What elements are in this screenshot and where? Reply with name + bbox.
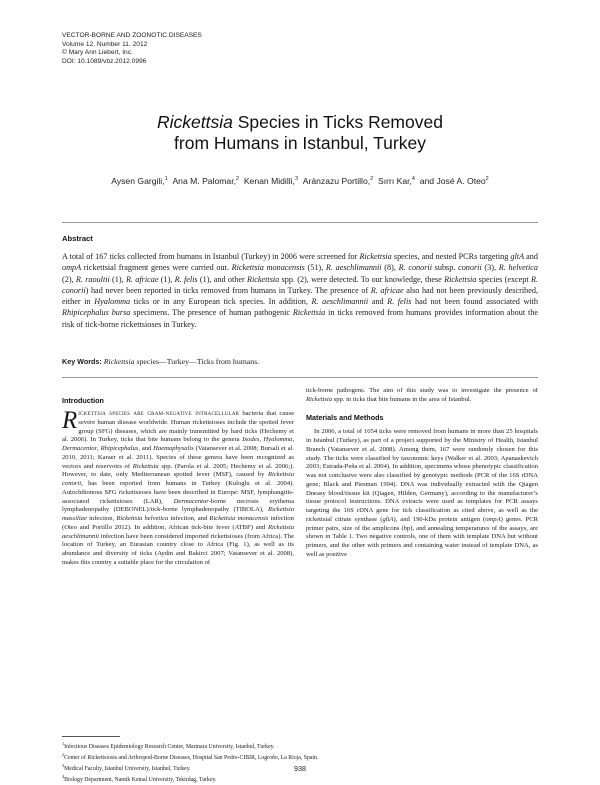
abstract-bottom-rule [62,377,538,378]
right-column [306,387,538,560]
page-number: 938 [294,764,306,773]
intro-smallcaps: ickettsia species are gram-negative intracellular [78,410,240,417]
italic-term: Dermacentor [62,445,98,452]
introduction-body [62,407,295,568]
text-run: infection, and [168,515,210,522]
author-name: Aysen Gargili, [111,176,165,186]
italic-term: gltA [510,252,525,261]
italic-term: Rickettsia monacensis [209,515,269,522]
footnote-text: Center of Rickettsiosis and Arthropod-Borne Diseases, Hospital San Pedro-CIBIR, Logroño, La Rioja, Spain. [64,755,319,762]
author-affiliation-mark: 1 [164,176,168,183]
abstract-top-rule [62,222,538,223]
text-run: , [97,445,101,452]
footnote [62,773,318,784]
italic-term: Rickettsia [246,274,280,284]
text-run: -borne necrosis erythema lymphadenopathy (DEBONEL)/tick-borne lymphadenopathy (TIBOLA), [62,497,294,514]
italic-term: Ixodes [242,436,260,444]
text-run: tick-borne pathogens. The aim of this study was to investigate the presence of [306,387,538,394]
text-run: species, and nested PCRs targeting [391,252,511,261]
italic-term: Rickettsia [444,274,477,284]
italic-term: R. aeschlimannii [325,263,382,273]
text-run: specimens. The presence of human pathogenic [130,308,293,318]
italic-term: R. africae [125,274,159,284]
italic-term: conorii [458,263,482,273]
text-run: (51), [304,263,326,273]
drop-cap: R [62,407,78,434]
text-run: also had not been previously described, either in [62,285,538,307]
title-line-1: Species in Ticks Removed [232,112,443,132]
journal-header [62,32,202,66]
footnote-text: Biology Department, Namik Kemal University, Tekirdag, Turkey. [64,777,217,784]
italic-term: R. conorii [62,274,539,295]
keywords [62,357,259,366]
footnote [62,751,318,762]
footnote-rule [62,736,120,737]
italic-term: Rhipicephalus bursa [62,308,131,318]
author-affiliation-mark: 2 [370,176,374,183]
text-run: species (except [476,274,531,284]
text-run: In 2006, a total of 1054 ticks were removed from humans in more than 25 hospitals in Istanbul (Turkey), as part of a project supported by the Ministry of Health, Istanbul Branch (Vatansever et al. 2008). Among them, 167 were randomly chosen for this study. The ticks were classified by taxonomic keys (Walker et al. 2003; Apanaskevich 2003; Estrada-Peña et al. 2004). In addition, specimens whose phenotypic classification was not conclusive were also classified by genotypic methods (PCR of the 16S rDNA gene; Black and Piesman 1994). DNA was individually extracted with the Qiagen Dneasy blood/tissue kit (Qiagen, Hilden, Germany), according to the manufacturer’s tissue protocol instructions. DNA extracts were used as templates for PCR assays targeting the 16S rDNA gene for tick classification as cited above, as well as the rickettsial citrate synthase ( [306,428,538,523]
author-name: Aránzazu Portillo, [302,176,371,186]
italic-term: gltA [382,515,394,523]
footnote-number: 2 [62,752,65,758]
journal-copyright: © Mary Ann Liebert, Inc. [62,49,133,57]
italic-term: Rhipicephalus [100,445,139,452]
text-run: ) had never been reported in ticks removed from humans in Turkey. The presence of [85,285,371,295]
methods-heading: Materials and Methods [306,412,384,422]
journal-name: VECTOR-BORNE AND ZOONOTIC DISEASES [62,32,202,39]
italic-term: Haemaphysalis [153,445,194,452]
text-run: infection, [86,515,117,522]
title-line-2: from Humans in Istanbul, Turkey [174,132,426,153]
author-affiliation-mark: 2 [235,176,240,183]
italic-term: R. helvetica [498,263,539,273]
introduction-heading: Introduction [62,396,104,405]
text-run: A total of 167 ticks collected from humans in Istanbul (Turkey) in 2006 were screened for [62,252,360,261]
italic-term: R. felis [174,274,198,284]
italic-term: Rickettsia massiliae [62,506,294,522]
text-run: infection have been considered imported rickettsioses (from Africa). The location of Turkey, an Eurasian country close to Africa (Fig. 1), as well as its abundance and diversity of ticks (Aydin and Bakirci 2007; Vatansever et al. 2008), makes this country a suitable place for the circulation of [62,532,294,566]
footnote-number: 1 [62,741,65,746]
footnote [62,740,318,751]
text-run: subsp. [431,263,459,273]
text-run: had not been found associated with [411,297,539,307]
article-title [0,112,600,153]
text-run: spp. in ticks that bite humans in the area of Istanbul. [332,395,472,403]
text-run: spp. (Parola et al. 2005; Hechemy et al. 2006;). However, to date, only Mediterranean spotted fever (MSF), caused by [62,462,294,479]
author-name: Sırrı Kar, [377,176,412,186]
introduction-paragraph [62,407,295,566]
methods-paragraph [306,428,538,559]
author-list [0,176,600,186]
text-run: rickettsial fragment genes were carried out. [81,263,232,273]
abstract-heading: Abstract [62,234,93,243]
author-affiliation-mark: 3 [294,176,298,183]
italic-term: Dermacentor [173,497,209,505]
journal-volume: Volume 12, Number 11, 2012 [62,40,148,48]
author-name: and José A. Oteo [419,176,486,186]
text-run: ticks or in any European tick species. In addition, [130,297,312,307]
footnote-text: Infectious Diseases Epidemiology Research Centre, Marmara University, Istanbul, Turkey. [64,743,275,750]
italic-term: ompA [62,263,82,273]
text-run: species—Turkey—Ticks from humans. [134,357,260,366]
italic-term: R. felis [387,297,412,307]
italic-term: Rickettsia [292,308,326,318]
italic-term: Hyalomma [94,297,131,307]
italic-term: R. conorii [398,263,432,273]
text-run: , and [138,445,154,452]
text-run: , [292,436,295,444]
affiliation-footnotes [62,740,318,785]
italic-term: Rickettsia helvetica [116,515,169,522]
text-run: (3), [481,263,499,273]
footnote-text: Medical Faculty, Istanbul University, Istanbul, Turkey. [64,766,191,773]
text-run: and [368,297,388,307]
italic-term: Rickettsia [359,252,392,261]
text-run: ), and 190-kDa protein antigen ( [393,515,486,523]
text-run: ) genes. PCR primer pairs, size of the amplicons (bp), and annealing temperatures of the assays, are shown in Table 1. Two negative controls, one of them with template DNA but without primers, and the other with primers and containing water instead of template DNA, as well as positive [306,515,538,558]
text-run: (1), [158,274,175,284]
author-affiliation-mark: 2 [485,176,489,183]
abstract-text [62,251,538,330]
text-run: , has been reported from humans in Turkey (Kuloglu et al. 2004). Autochthonous SFG rickettsioses have been described in Europe: MSF, lymphangitis-associated rickettsioses (LAR), [62,480,294,505]
text-run: (2), [62,274,76,284]
text-run: (1), and other [197,274,247,284]
italic-term: R. aeschlimannii [311,297,369,307]
journal-doi: DOI: 10.1089/vbz.2012.0996 [62,57,147,65]
author-name: Kenan Midilli, [243,176,295,186]
text-run: in ticks removed from humans provides information about the risk of tick-borne rickettsioses in Turkey. [62,308,538,329]
footnote-number: 4 [62,774,65,780]
author-affiliation-mark: 4 [411,176,415,183]
italic-term: Rickettsia [132,462,159,470]
keywords-text [102,357,259,366]
italic-term: R. raoultii [75,274,110,284]
italic-term: ompA [485,515,501,523]
italic-term: Rickettsia conorii [62,471,294,487]
italic-term: Rickettsia aeschlimannii [62,523,294,540]
continued-paragraph [306,387,538,405]
author-name: Ana M. Palomar, [172,176,236,186]
text-run: (8), [381,263,399,273]
text-run: , [259,436,264,444]
italic-term: Rickettsia monacensis [231,263,305,273]
italic-term: Hyalomma [263,436,293,444]
title-genus: Rickettsia [157,112,233,132]
text-run: spp. (2), were detected. To our knowledge, these [279,274,445,284]
text-run: (1), [109,274,126,284]
keywords-label: Key Words: [62,357,102,366]
text-run: and [524,252,538,261]
text-run: (Vatansever et al. 2008; Bursali et al. 2010, 2011; Karaer et al. 2011). Species of these genera have been recognized as vectors and reservoirs of [62,445,295,470]
footnote-number: 3 [62,763,65,769]
italic-term: R. africae [370,285,404,295]
text-run: bacteria that cause severe human disease worldwide. Human rickettsioses include the spotted fever group (SFG) diseases, which are mainly transmitted by hard ticks (Hechemy et al. 2006). In Turkey, ticks that bite humans belong to the genera [62,410,294,444]
italic-term: Rickettsia [306,395,332,403]
text-run: infection (Oteo and Portillo 2012). In addition, African tick-bite fever (ATBF) and [62,515,294,531]
italic-term: Rickettsia [103,357,135,366]
